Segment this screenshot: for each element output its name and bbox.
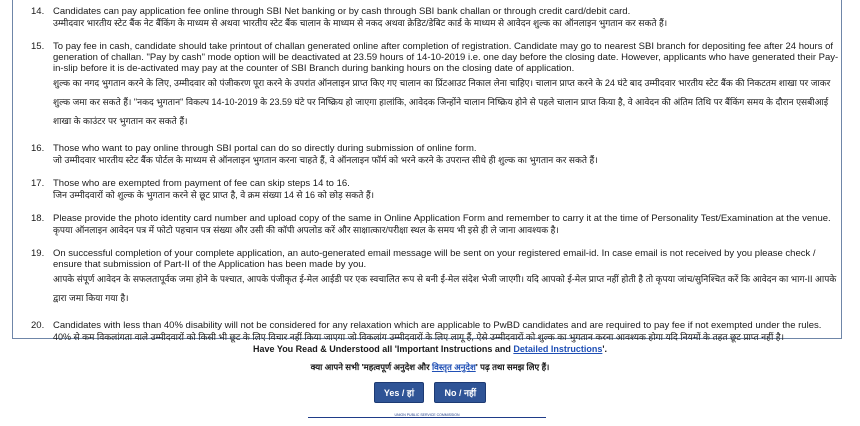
instruction-number: 17. — [31, 178, 45, 189]
confirmation-buttons — [0, 382, 860, 403]
instruction-text-en: Candidates can pay application fee online through SBI Net banking or by cash through SBI bank challan or through credit card/debit card. — [53, 6, 631, 17]
footer-text: UNION PUBLIC SERVICE COMMISSION — [394, 413, 460, 417]
instruction-number: 19. — [31, 248, 45, 259]
question-hi-suffix: ' पढ़ तथा समझ लिए हैं। — [475, 362, 550, 372]
confirmation-question-en — [0, 342, 860, 356]
instruction-item — [31, 178, 841, 201]
instruction-text-en: Those who are exempted from payment of fee can skip steps 14 to 16. — [53, 178, 350, 189]
yes-button[interactable]: Yes / हां — [374, 382, 424, 403]
instructions-list — [31, 6, 841, 343]
confirmation-section — [0, 342, 860, 403]
instruction-item — [31, 213, 841, 236]
instruction-item — [31, 248, 841, 308]
instruction-item — [31, 41, 841, 131]
instruction-text-en: Please provide the photo identity card number and upload copy of the same in Online Application Form and remember to carry it at the time of Personality Test/Examination at the venue. — [53, 213, 831, 224]
instruction-text-hi: आपके संपूर्ण आवेदन के सफलतापूर्वक जमा होने के पश्चात, आपके पंजीकृत ई-मेल आईडी पर एक स्वचालित रूप से बनी ई-मेल संदेश भेजी जाएगी। यदि आपको ई-मेल प्राप्त नहीं होती है तो कृपया जांच/सुनिश्चित करें कि आवेदन का भाग-II आपके द्वारा जमा किया गया है। — [53, 274, 837, 303]
detailed-instructions-link[interactable]: Detailed Instructions — [513, 344, 603, 354]
instruction-number: 15. — [31, 41, 45, 52]
instruction-text-hi: जो उम्मीदवार भारतीय स्टेट बैंक पोर्टल के माध्यम से ऑनलाइन भुगतान करना चाहते हैं, वे ऑनलाइन फॉर्म को भरने करने के उपरान्त सीधे ही शुल्क का भुगतान कर सकते हैं। — [53, 155, 598, 165]
instruction-number: 14. — [31, 6, 45, 17]
question-en-suffix: '. — [602, 344, 607, 354]
instruction-text-hi: शुल्क का नगद भुगतान करने के लिए, उम्मीदवार को पंजीकरण पूरा करने के उपरांत ऑनलाइन प्राप्त किए गए चालान का प्रिंटआउट निकाल लेना चाहिए। चालान प्राप्त करने के 24 घंटे बाद उम्मीदवार भारतीय स्टेट बैंक की निकटतम शाखा पर जाकर शुल्क जमा कर सकते हैं। "नकद भुगतान" विकल्प 14-10-2019 के 23.59 घंटे पर निष्क्रिय हो जाएगा हालांकि, आवेदक जिन्होंने चालान निष्क्रिय होने से पहले चालान प्राप्त किया है, वे आवेदन की अंतिम तिथि पर बैंकिंग समय के दौरान एसबीआई शाखा के काउंटर पर भुगतान कर सकते हैं। — [53, 78, 831, 126]
detailed-instructions-link-hi[interactable]: विस्तृत अनुदेश — [431, 362, 476, 372]
footer-divider — [308, 417, 546, 418]
confirmation-question-hi — [0, 360, 860, 374]
instruction-text-hi: जिन उम्मीदवारों को शुल्क के भुगतान करने से छूट प्राप्त है, वे क्रम संख्या 14 से 16 को छोड़ सकते हैं। — [53, 190, 375, 200]
instructions-panel — [12, 0, 842, 342]
no-button[interactable]: No / नहीं — [434, 382, 486, 403]
question-hi-prefix: क्या आपने सभी 'महत्वपूर्ण अनुदेश और — [310, 362, 432, 372]
instruction-item — [31, 143, 841, 166]
instruction-text-hi: उम्मीदवार भारतीय स्टेट बैंक नेट बैंकिंग के माध्यम से अथवा भारतीय स्टेट बैंक चालान के माध्यम से नकद अथवा क्रेडिट/डेबिट कार्ड के माध्यम से आवेदन शुल्क का ऑनलाइन भुगतान कर सकते हैं। — [53, 18, 668, 28]
instruction-number: 20. — [31, 320, 45, 331]
instruction-text-en: Those who want to pay online through SBI portal can do so directly during submission of online form. — [53, 143, 477, 154]
instruction-text-hi: 40% से कम विकलांगता वाले उम्मीदवारों को किसी भी छूट के लिए विचार नहीं किया जाएगा जो विकलांग उम्मीदवारों के लिए लागू हैं, ऐसे उम्मीदवारों को शुल्क का भुगतान करना आवश्यक होगा यदि नियमों के तहत छूट प्राप्त नहीं है। — [53, 332, 784, 342]
instruction-number: 18. — [31, 213, 45, 224]
instruction-item — [31, 320, 841, 343]
instruction-text-en: On successful completion of your complete application, an auto-generated email message will be sent on your registered email-id. In case email is not received by you please check / ensure that submission of Part-II of the Application has been made by you. — [53, 248, 816, 270]
instruction-item — [31, 6, 841, 29]
instruction-text-en: To pay fee in cash, candidate should take printout of challan generated online after completion of registration. Candidate may go to nearest SBI branch for depositing fee after 24 hours of generation of challan. "Pay by cash" mode option will be deactivated at 23.59 hours of 14-10-2019 i.e. one day before the closing date. However, applicants who have generated their Pay-in-slip before it is de-activated may pay at the counter of SBI Branch during banking hours on the closing date of application. — [53, 41, 839, 74]
question-en-prefix: Have You Read & Understood all 'Important Instructions and — [253, 344, 514, 354]
instruction-text-hi: कृपया ऑनलाइन आवेदन पत्र में फोटो पहचान पत्र संख्या और उसी की कॉपी अपलोड करें और साक्षात्कार/परीक्षा स्थल के समय भी इसे ही ले जाना आवश्यक है। — [53, 225, 559, 235]
instruction-number: 16. — [31, 143, 45, 154]
instruction-text-en: Candidates with less than 40% disability will not be considered for any relaxation which are applicable to PwBD candidates and are required to pay fee if not exempted under the rules. — [53, 320, 822, 331]
